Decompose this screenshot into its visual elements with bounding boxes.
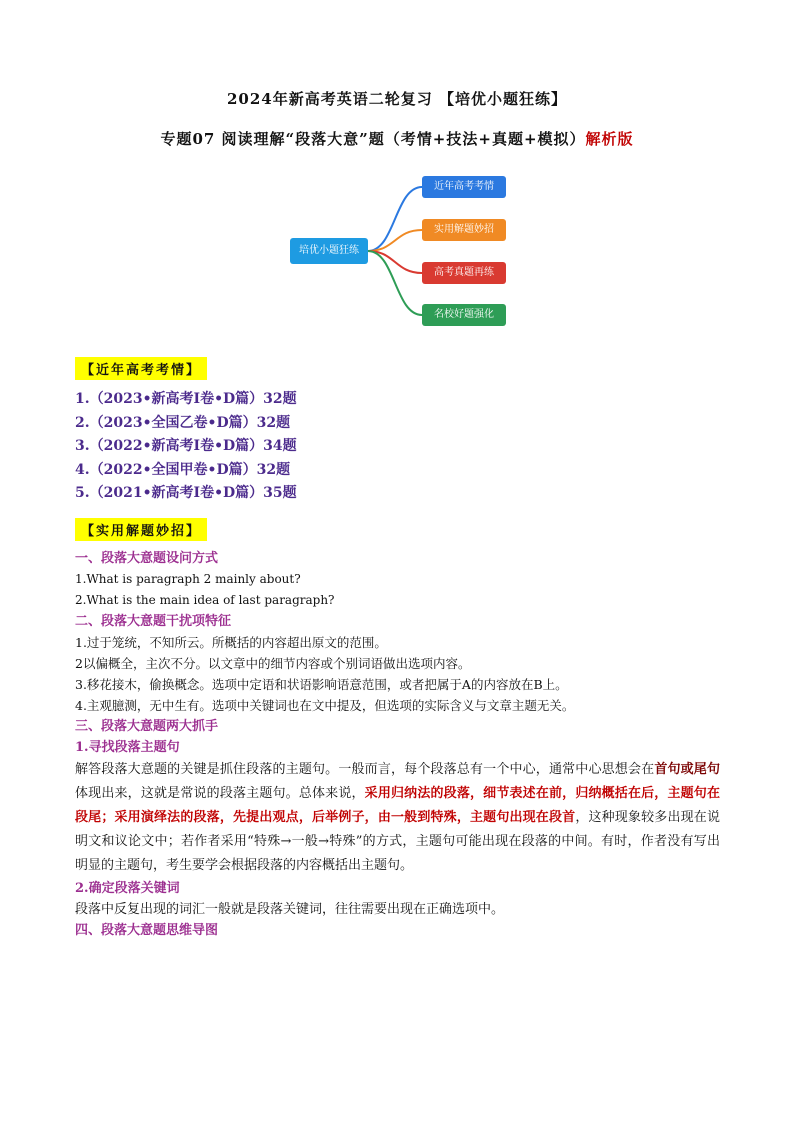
list-item: 3.（2022•新高考Ⅰ卷•D篇）34题 <box>75 438 297 454</box>
list-item: 1.（2023•新高考Ⅰ卷•D篇）32题 <box>75 391 297 407</box>
mind-map-branch-4: 名校好题强化 <box>422 304 506 326</box>
exam-question-list <box>75 388 297 506</box>
topic-sentence-paragraph <box>75 758 720 878</box>
document-subtitle <box>0 128 794 149</box>
mind-map-branch-2: 实用解题妙招 <box>422 219 506 241</box>
paragraph-text: ，这种现象较多出现在说明文和议论文中；若作者采用“特殊→一般→特殊”的方式，主题句可能出现在段落的中间。有时，作者没有写出明显的主题句，考生要学会根据段落的内容概括出主题句。 <box>75 810 720 873</box>
distractor-feature-4: 4.主观臆测，无中生有。选项中关键词也在文中提及，但选项的实际含义与文章主题无关。 <box>75 698 575 713</box>
subtitle-main: 专题07 阅读理解“段落大意”题（考情+技法+真题+模拟） <box>160 130 586 148</box>
heading-two-methods: 三、段落大意题两大抓手 <box>75 719 219 734</box>
distractor-feature-3: 3.移花接木，偷换概念。选项中定语和状语影响语意范围，或者把属于A的内容放在B上。 <box>75 677 568 692</box>
tips-content <box>75 548 720 941</box>
subheading-keywords: 2.确定段落关键词 <box>75 881 180 896</box>
distractor-feature-1: 1.过于笼统，不知所云。所概括的内容超出原文的范围。 <box>75 635 387 650</box>
subtitle-version: 解析版 <box>585 130 634 148</box>
heading-mind-map: 四、段落大意题思维导图 <box>75 923 219 938</box>
paragraph-text: 解答段落大意题的关键是抓住段落的主题句。一般而言，每个段落总有一个中心，通常中心思想会在 <box>75 762 655 777</box>
list-item: 5.（2021•新高考Ⅰ卷•D篇）35题 <box>75 485 297 501</box>
list-item: 2.（2023•全国乙卷•D篇）32题 <box>75 414 291 431</box>
keywords-paragraph: 段落中反复出现的词汇一般就是段落关键词，往往需要出现在正确选项中。 <box>75 902 505 917</box>
subheading-topic-sentence: 1.寻找段落主题句 <box>75 740 180 755</box>
list-item: 4.（2022•全国甲卷•D篇）32题 <box>75 461 291 478</box>
question-form-2: 2.What is the main idea of last paragraph? <box>75 593 335 607</box>
mind-map-branch-3: 高考真题再练 <box>422 262 506 284</box>
mind-map-branch-1: 近年高考考情 <box>422 176 506 198</box>
section-label-exam-trends: 【近年高考考情】 <box>75 357 207 380</box>
distractor-feature-2: 2以偏概全，主次不分。以文章中的细节内容或个别词语做出选项内容。 <box>75 656 471 671</box>
heading-distractor-features: 二、段落大意题干扰项特征 <box>75 614 232 629</box>
question-form-1: 1.What is paragraph 2 mainly about? <box>75 572 301 586</box>
section-label-tips: 【实用解题妙招】 <box>75 518 207 541</box>
mind-map <box>280 168 520 338</box>
document-title: 2024年新高考英语二轮复习 【培优小题狂练】 <box>227 90 567 108</box>
heading-question-forms: 一、段落大意题设问方式 <box>75 551 219 566</box>
emphasis-text: 首句或尾句 <box>654 762 720 777</box>
emphasis-text: 采用归纳法的段落，细节表述在前，归纳概括在后，主题句在段尾；采用演绎法的段落，先提出观点，后举例子，由一般到特殊，主题句出现在段首 <box>75 786 720 825</box>
paragraph-text: 体现出来，这就是常说的段落主题句。总体来说， <box>75 786 365 801</box>
mind-map-center-node: 培优小题狂练 <box>290 238 368 264</box>
